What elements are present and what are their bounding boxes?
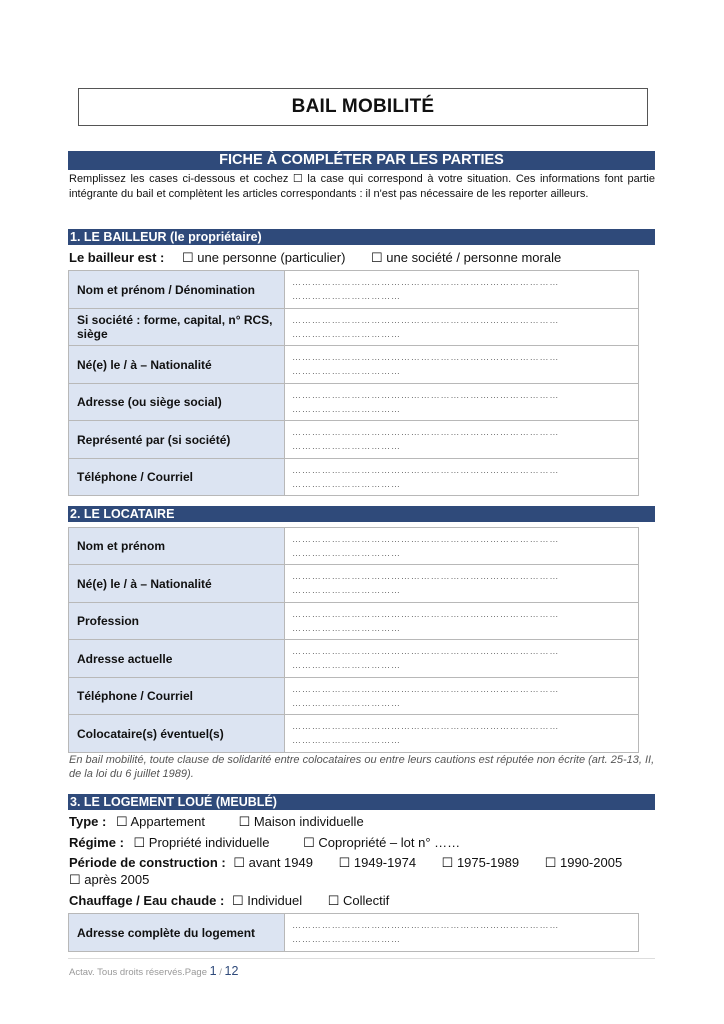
table-row	[69, 603, 639, 640]
page-separator: /	[219, 967, 222, 978]
periode-option-1990-2005[interactable]: ☐ 1990-2005	[544, 855, 623, 870]
table-row	[69, 459, 639, 496]
footer-copyright: Actav. Tous droits réservés.Page	[69, 967, 207, 978]
dotted-line: ………………………………………………………………………	[292, 465, 560, 475]
dotted-line: ……………………………	[292, 441, 401, 451]
periode-option-1975-1989[interactable]: ☐ 1975-1989	[441, 855, 520, 870]
dotted-line: ………………………………………………………………………	[292, 352, 560, 362]
dotted-line: ……………………………	[292, 660, 401, 670]
regime-option-individuelle[interactable]: ☐ Propriété individuelle	[133, 835, 270, 850]
dotted-line: ……………………………	[292, 366, 401, 376]
document-title: BAIL MOBILITÉ	[78, 88, 648, 126]
locataire-adresse-label: Adresse actuelle	[69, 640, 285, 678]
chauffage-option-individuel[interactable]: ☐ Individuel	[231, 893, 303, 908]
fiche-heading: FICHE À COMPLÉTER PAR LES PARTIES	[68, 151, 655, 170]
footer-divider	[68, 958, 655, 959]
page-number: 1	[209, 964, 217, 978]
fiche-intro: Remplissez les cases ci-dessous et cochez ☐ la case qui correspond à votre situation. Ces informations font partie intégrante du bail et complètent les articles correspondants : il n'est pas nécessaire de les reporter ailleurs.	[69, 173, 655, 200]
logement-regime-label: Régime :	[69, 835, 124, 850]
locataire-colocataire-label: Colocataire(s) éventuel(s)	[69, 715, 285, 753]
dotted-line: ……………………………	[292, 735, 401, 745]
logement-adresse-field[interactable]	[285, 914, 639, 952]
periode-option-avant-1949[interactable]: ☐ avant 1949	[233, 855, 313, 870]
dotted-line: ……………………………	[292, 548, 401, 558]
table-row	[69, 271, 639, 309]
bailleur-representant-label: Représenté par (si société)	[69, 421, 285, 459]
bailleur-contact-field[interactable]	[285, 459, 639, 496]
bailleur-nom-field[interactable]	[285, 271, 639, 309]
bailleur-table	[68, 270, 639, 496]
dotted-line: ………………………………………………………………………	[292, 277, 560, 287]
table-row	[69, 309, 639, 346]
dotted-line: ……………………………	[292, 585, 401, 595]
logement-periode-line	[69, 854, 622, 871]
bailleur-naissance-field[interactable]	[285, 346, 639, 384]
dotted-line: ………………………………………………………………………	[292, 721, 560, 731]
page-footer	[69, 964, 238, 978]
dotted-line: ………………………………………………………………………	[292, 920, 560, 930]
dotted-line: ……………………………	[292, 934, 401, 944]
bailleur-naissance-label: Né(e) le / à – Nationalité	[69, 346, 285, 384]
table-row	[69, 914, 639, 952]
logement-table	[68, 913, 639, 952]
logement-periode-label: Période de construction :	[69, 855, 226, 870]
logement-type-label: Type :	[69, 814, 107, 829]
table-row	[69, 565, 639, 603]
logement-chauffage-label: Chauffage / Eau chaude :	[69, 893, 225, 908]
logement-chauffage-line	[69, 892, 389, 909]
regime-option-copropriete[interactable]: ☐ Copropriété – lot n° ……	[303, 835, 461, 850]
bailleur-adresse-field[interactable]	[285, 384, 639, 421]
locataire-contact-label: Téléphone / Courriel	[69, 678, 285, 715]
table-row	[69, 421, 639, 459]
logement-periode-line-2	[69, 871, 149, 888]
table-row	[69, 384, 639, 421]
locataire-profession-field[interactable]	[285, 603, 639, 640]
periode-option-1949-1974[interactable]: ☐ 1949-1974	[338, 855, 417, 870]
bailleur-status-line	[69, 249, 561, 266]
locataire-table	[68, 527, 639, 753]
colocation-note: En bail mobilité, toute clause de solidarité entre colocataires ou entre leurs cautions est réputée non écrite (art. 25-13, II, de la loi du 6 juillet 1989).	[69, 754, 655, 780]
periode-option-apres-2005[interactable]: ☐ après 2005	[69, 872, 150, 887]
bailleur-status-label: Le bailleur est :	[69, 250, 165, 265]
dotted-line: ……………………………	[292, 698, 401, 708]
dotted-line: ………………………………………………………………………	[292, 571, 560, 581]
dotted-line: ………………………………………………………………………	[292, 646, 560, 656]
chauffage-option-collectif[interactable]: ☐ Collectif	[327, 893, 390, 908]
locataire-nom-label: Nom et prénom	[69, 528, 285, 565]
bailleur-societe-label: Si société : forme, capital, n° RCS, siège	[69, 309, 285, 346]
locataire-adresse-field[interactable]	[285, 640, 639, 678]
bailleur-societe-field[interactable]	[285, 309, 639, 346]
dotted-line: ………………………………………………………………………	[292, 427, 560, 437]
section-locataire-heading: 2. LE LOCATAIRE	[68, 506, 655, 522]
dotted-line: ……………………………	[292, 329, 401, 339]
locataire-colocataire-field[interactable]	[285, 715, 639, 753]
dotted-line: ………………………………………………………………………	[292, 390, 560, 400]
dotted-line: ……………………………	[292, 623, 401, 633]
logement-adresse-label: Adresse complète du logement	[69, 914, 285, 952]
dotted-line: ……………………………	[292, 404, 401, 414]
dotted-line: ……………………………	[292, 479, 401, 489]
logement-regime-line	[69, 834, 460, 851]
bailleur-representant-field[interactable]	[285, 421, 639, 459]
bailleur-nom-label: Nom et prénom / Dénomination	[69, 271, 285, 309]
dotted-line: ……………………………	[292, 291, 401, 301]
dotted-line: ………………………………………………………………………	[292, 609, 560, 619]
section-logement-heading: 3. LE LOGEMENT LOUÉ (MEUBLÉ)	[68, 794, 655, 810]
dotted-line: ………………………………………………………………………	[292, 684, 560, 694]
type-option-maison[interactable]: ☐ Maison individuelle	[238, 814, 364, 829]
bailleur-option-societe[interactable]: ☐ une société / personne morale	[371, 250, 562, 265]
page-total: 12	[224, 964, 239, 978]
table-row	[69, 678, 639, 715]
bailleur-option-personne[interactable]: ☐ une personne (particulier)	[182, 250, 346, 265]
table-row	[69, 640, 639, 678]
locataire-naissance-label: Né(e) le / à – Nationalité	[69, 565, 285, 603]
locataire-contact-field[interactable]	[285, 678, 639, 715]
table-row	[69, 715, 639, 753]
locataire-naissance-field[interactable]	[285, 565, 639, 603]
table-row	[69, 346, 639, 384]
locataire-profession-label: Profession	[69, 603, 285, 640]
dotted-line: ………………………………………………………………………	[292, 315, 560, 325]
logement-type-line	[69, 813, 364, 830]
section-bailleur-heading: 1. LE BAILLEUR (le propriétaire)	[68, 229, 655, 245]
bailleur-contact-label: Téléphone / Courriel	[69, 459, 285, 496]
type-option-appartement[interactable]: ☐ Appartement	[115, 814, 205, 829]
table-row	[69, 528, 639, 565]
locataire-nom-field[interactable]	[285, 528, 639, 565]
dotted-line: ………………………………………………………………………	[292, 534, 560, 544]
bailleur-adresse-label: Adresse (ou siège social)	[69, 384, 285, 421]
